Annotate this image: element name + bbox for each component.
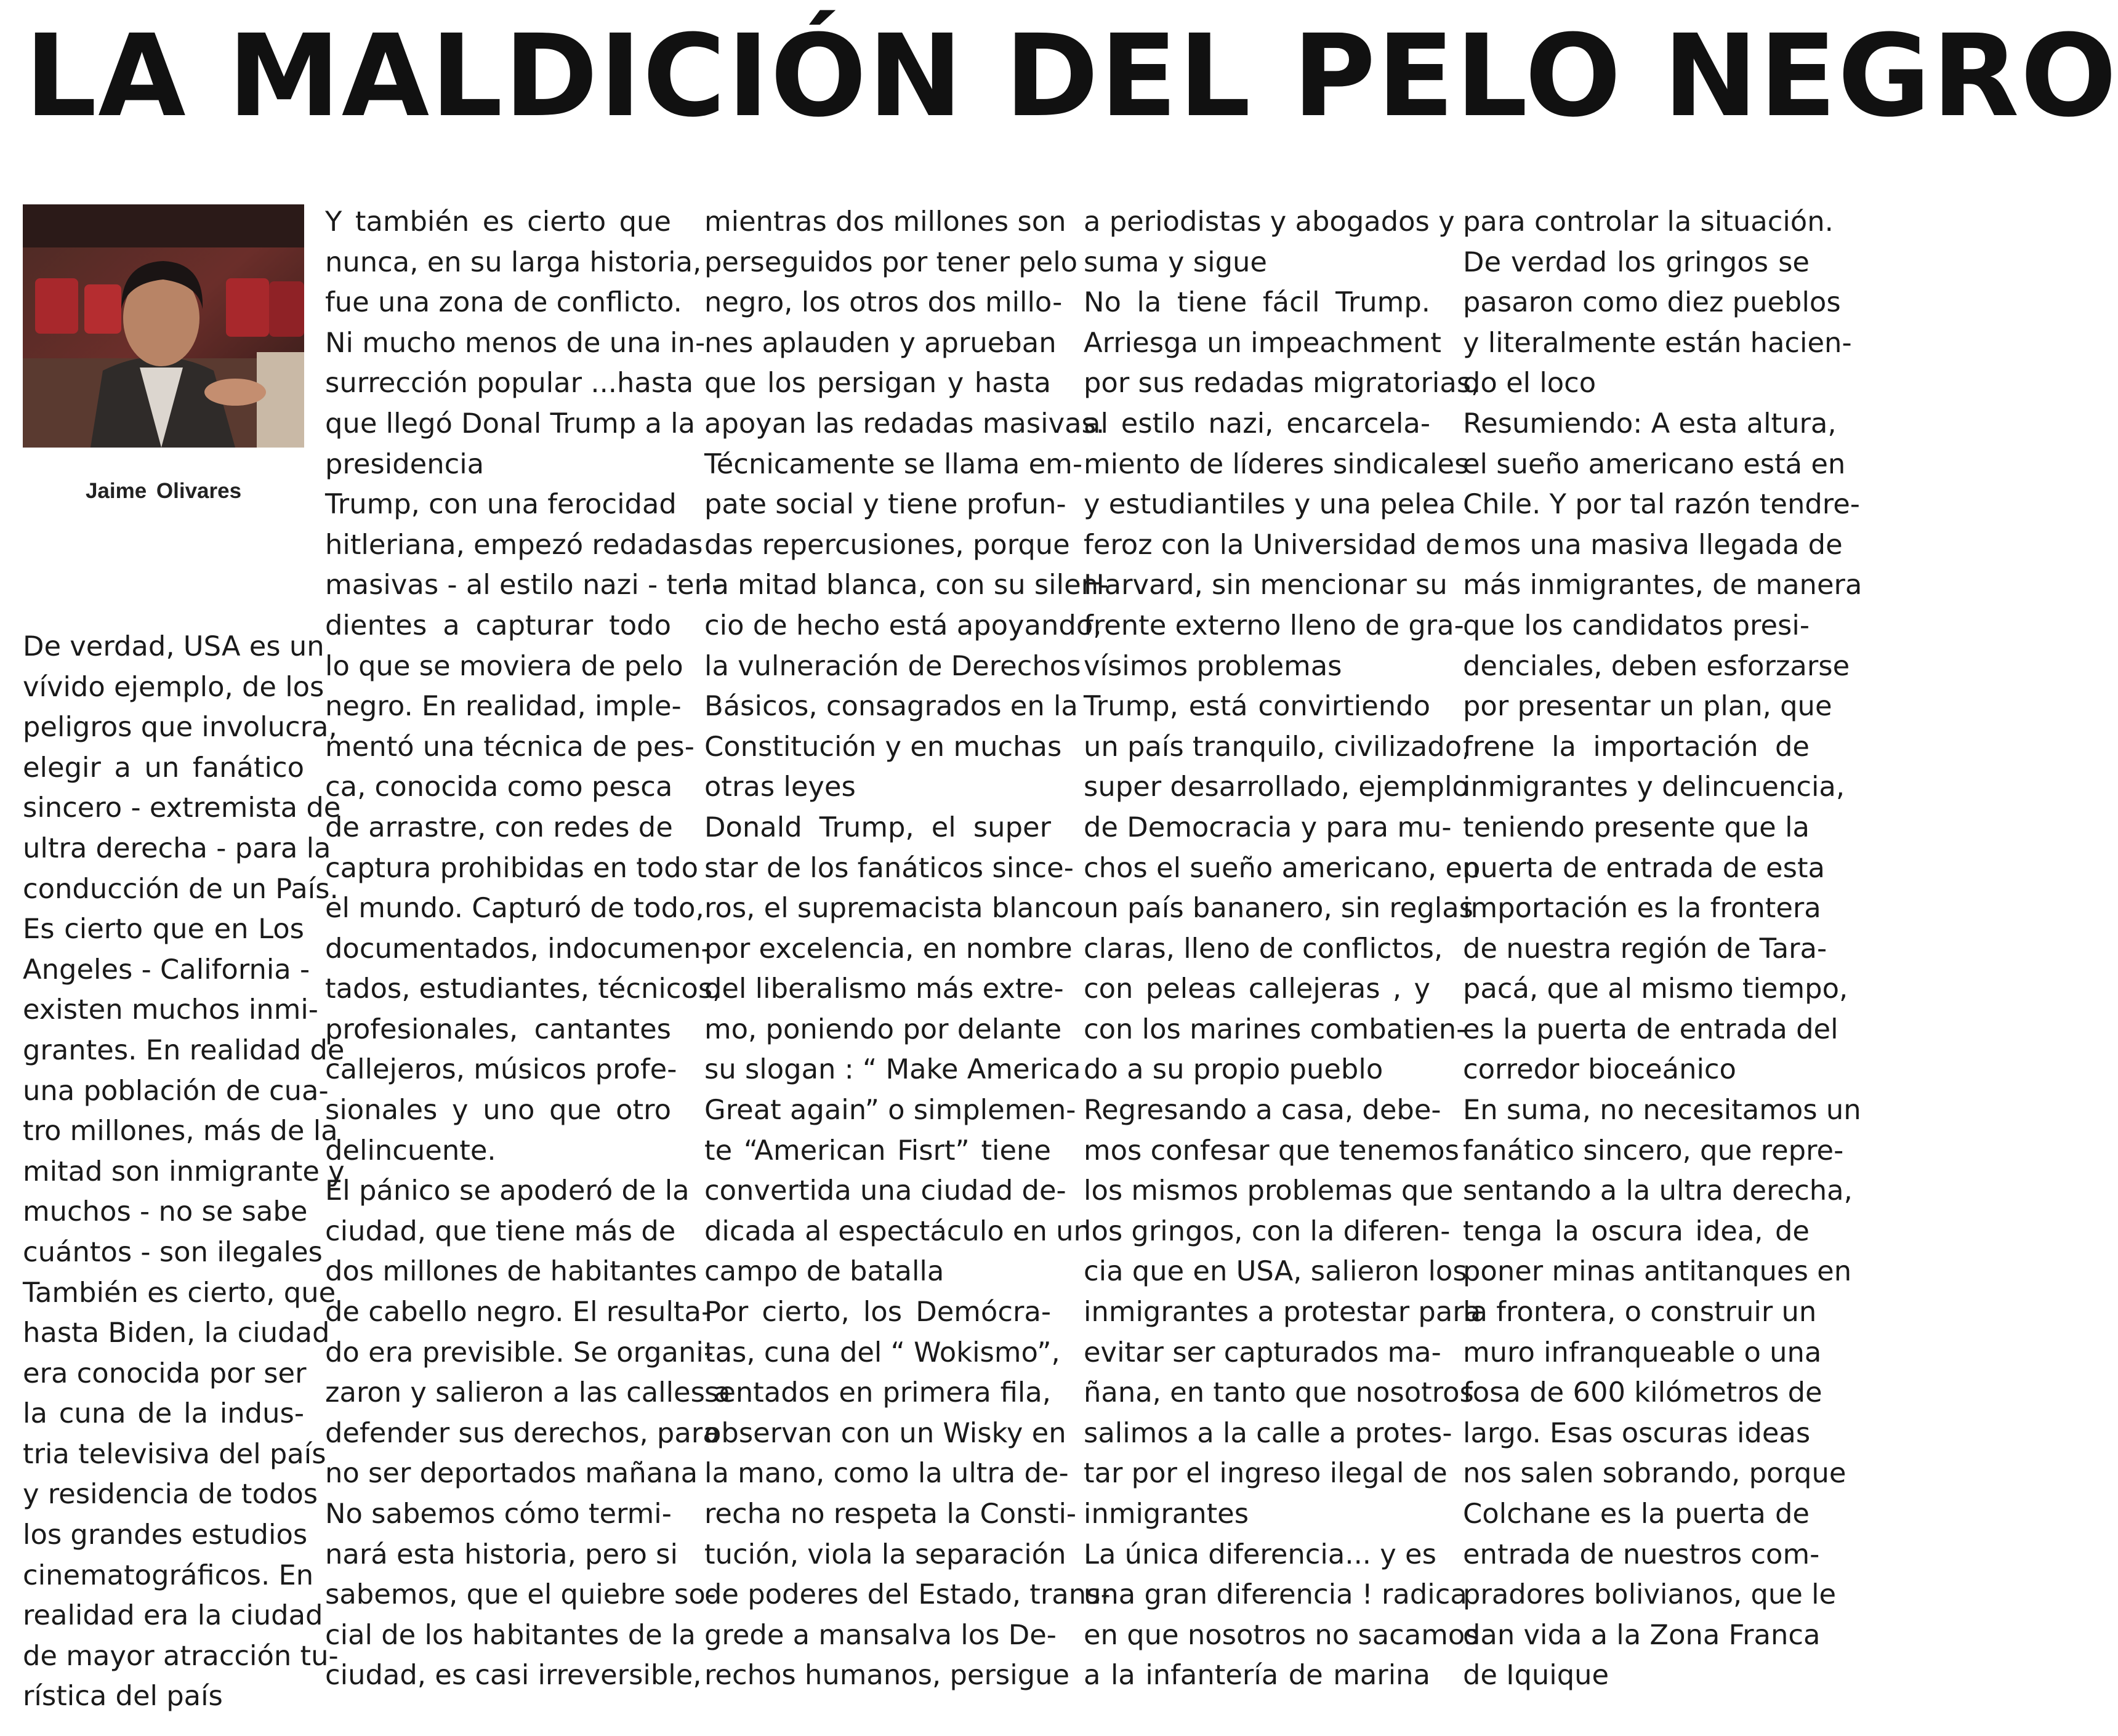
text-line: los gringos, con la diferen- xyxy=(1084,1214,1451,1247)
text-line: tenga la oscura idea, de xyxy=(1463,1214,1810,1247)
text-line: corredor bioceánico xyxy=(1463,1053,1736,1086)
text-line: peligros que involucra, xyxy=(23,710,337,744)
text-line: a periodistas y abogados y xyxy=(1084,205,1455,238)
text-line: surrección popular ...hasta xyxy=(325,366,694,400)
text-line: Great again” o simplemen- xyxy=(704,1093,1076,1127)
text-line: una gran diferencia ! radica xyxy=(1084,1578,1467,1611)
text-line: fanático sincero, que repre- xyxy=(1463,1133,1844,1167)
text-line: los grandes estudios xyxy=(23,1518,308,1551)
text-line: pasaron como diez pueblos xyxy=(1463,286,1841,319)
text-line: cia que en USA, salieron los xyxy=(1084,1255,1467,1288)
text-line: el mundo. Capturó de todo, xyxy=(325,891,704,925)
author-byline: Jaime Olivares xyxy=(85,479,242,503)
text-line: mientras dos millones son xyxy=(704,205,1066,238)
text-line: super desarrollado, ejemplo xyxy=(1084,770,1469,803)
text-line: do el loco xyxy=(1463,366,1597,400)
text-line: con los marines combatien- xyxy=(1084,1012,1467,1045)
text-line: poner minas antitanques en xyxy=(1463,1255,1852,1288)
text-line: los mismos problemas que xyxy=(1084,1174,1454,1207)
text-line: otras leyes xyxy=(704,770,856,803)
text-line: mentó una técnica de pes- xyxy=(325,729,695,763)
text-line: mos confesar que tenemos xyxy=(1084,1133,1459,1167)
text-line: grantes. En realidad de xyxy=(23,1033,345,1066)
text-line: nunca, en su larga historia, xyxy=(325,245,702,278)
text-line: nos salen sobrando, porque xyxy=(1463,1457,1846,1490)
text-line: de arrastre, con redes de xyxy=(325,810,673,843)
text-line: Colchane es la puerta de xyxy=(1463,1497,1810,1530)
text-line: vívido ejemplo, de los xyxy=(23,670,324,703)
text-line: También es cierto, que xyxy=(23,1276,336,1309)
text-line: suma y sigue xyxy=(1084,245,1267,278)
text-line: a la infantería de marina xyxy=(1084,1658,1430,1692)
text-line: fosa de 600 kilómetros de xyxy=(1463,1376,1822,1409)
text-line: nes aplauden y aprueban xyxy=(704,326,1057,359)
text-line: que los candidatos presi- xyxy=(1463,608,1810,641)
text-line: mo, poniendo por delante xyxy=(704,1012,1062,1045)
text-line: La única diferencia... y es xyxy=(1084,1537,1436,1570)
text-line: de mayor atracción tu- xyxy=(23,1639,339,1672)
text-line: profesionales, cantantes xyxy=(325,1012,671,1045)
text-line: miento de líderes sindicales xyxy=(1084,447,1469,480)
text-line: claras, lleno de conflictos, xyxy=(1084,931,1443,965)
text-line: una población de cua- xyxy=(23,1074,329,1107)
text-line: apoyan las redadas masivas. xyxy=(704,406,1105,440)
text-line: muro infranqueable o una xyxy=(1463,1335,1822,1368)
text-line: tria televisiva del país xyxy=(23,1437,326,1470)
text-line: muchos - no se sabe xyxy=(23,1195,308,1228)
text-line: rística del país xyxy=(23,1679,223,1713)
text-line: Regresando a casa, debe- xyxy=(1084,1093,1441,1127)
text-line: con peleas callejeras , y xyxy=(1084,972,1430,1005)
text-line: su slogan : “ Make America xyxy=(704,1053,1081,1086)
text-line: de nuestra región de Tara- xyxy=(1463,931,1827,965)
text-line: Angeles - California - xyxy=(23,952,310,986)
text-line: tados, estudiantes, técnicos, xyxy=(325,972,722,1005)
text-line: ciudad, que tiene más de xyxy=(325,1214,676,1247)
text-line: mitad son inmigrante y xyxy=(23,1154,345,1187)
text-line: un país bananero, sin reglas xyxy=(1084,891,1474,925)
text-line: de Iquique xyxy=(1463,1658,1609,1692)
text-line: delincuente. xyxy=(325,1133,496,1167)
text-line: dicada al espectáculo en un xyxy=(704,1214,1091,1247)
text-line: vísimos problemas xyxy=(1084,649,1342,682)
text-line: denciales, deben esforzarse xyxy=(1463,649,1850,682)
text-line: del liberalismo más extre- xyxy=(704,972,1064,1005)
text-line: De verdad los gringos se xyxy=(1463,245,1810,278)
text-line: ñana, en tanto que nosotros xyxy=(1084,1376,1474,1409)
text-line: negro. En realidad, imple- xyxy=(325,689,682,723)
article-column-3 xyxy=(704,201,1111,1695)
text-line: masivas - al estilo nazi - ten- xyxy=(325,568,722,601)
text-line: convertida una ciudad de- xyxy=(704,1174,1066,1207)
text-line: perseguidos por tener pelo xyxy=(704,245,1078,278)
text-line: Ni mucho menos de una in- xyxy=(325,326,706,359)
text-line: No sabemos cómo termi- xyxy=(325,1497,672,1530)
text-line: nará esta historia, pero si xyxy=(325,1537,678,1570)
text-line: es la puerta de entrada del xyxy=(1463,1012,1838,1045)
text-line: Trump, con una ferocidad xyxy=(325,488,677,521)
text-line: inmigrantes a protestar para xyxy=(1084,1295,1481,1328)
author-photo-image xyxy=(23,204,304,448)
text-line: Técnicamente se llama em- xyxy=(704,447,1082,480)
text-line: grede a mansalva los De- xyxy=(704,1618,1057,1651)
text-line: Resumiendo: A esta altura, xyxy=(1463,406,1837,440)
text-line: Arriesga un impeachment xyxy=(1084,326,1441,359)
text-line: lo que se moviera de pelo xyxy=(325,649,683,682)
text-line: salimos a la calle a protes- xyxy=(1084,1416,1452,1449)
text-line: puerta de entrada de esta xyxy=(1463,851,1825,884)
text-line: tro millones, más de la xyxy=(23,1114,338,1147)
text-line: feroz con la Universidad de xyxy=(1084,528,1460,561)
text-line: al estilo nazi, encarcela- xyxy=(1084,406,1430,440)
text-line: das repercusiones, porque xyxy=(704,528,1070,561)
text-line: cial de los habitantes de la xyxy=(325,1618,696,1651)
text-line: la cuna de la indus- xyxy=(23,1397,304,1430)
text-line: de cabello negro. El resulta- xyxy=(325,1295,712,1328)
text-line: pate social y tiene profun- xyxy=(704,488,1066,521)
text-line: hitleriana, empezó redadas xyxy=(325,528,703,561)
text-line: El pánico se apoderó de la xyxy=(325,1174,690,1207)
text-line: sincero - extremista de xyxy=(23,791,341,824)
text-line: observan con un Wisky en xyxy=(704,1416,1066,1449)
text-line: defender sus derechos, para xyxy=(325,1416,720,1449)
text-line: y literalmente están hacien- xyxy=(1463,326,1852,359)
text-line: mos una masiva llegada de xyxy=(1463,528,1843,561)
text-line: Es cierto que en Los xyxy=(23,912,304,946)
text-line: do a su propio pueblo xyxy=(1084,1053,1383,1086)
text-line: no ser deportados mañana xyxy=(325,1457,698,1490)
text-line: Donald Trump, el super xyxy=(704,810,1051,843)
text-line: de Democracia y para mu- xyxy=(1084,810,1452,843)
text-line: sionales y uno que otro xyxy=(325,1093,671,1127)
text-line: zaron y salieron a las calles a xyxy=(325,1376,731,1409)
text-line: la mano, como la ultra de- xyxy=(704,1457,1069,1490)
text-line: en que nosotros no sacamos xyxy=(1084,1618,1480,1651)
text-line: y estudiantiles y una pelea xyxy=(1084,488,1456,521)
text-line: era conocida por ser xyxy=(23,1356,307,1389)
text-line: la frontera, o construir un xyxy=(1463,1295,1817,1328)
article-column-4 xyxy=(1084,201,1481,1695)
text-line: ultra derecha - para la xyxy=(23,831,331,864)
text-line: ros, el supremacista blanco xyxy=(704,891,1084,925)
text-line: No la tiene fácil Trump. xyxy=(1084,286,1430,319)
text-line: tución, viola la separación xyxy=(704,1537,1066,1570)
text-line: Trump, está convirtiendo xyxy=(1084,689,1430,723)
text-line: documentados, indocumen- xyxy=(325,931,711,965)
text-line: Constitución y en muchas xyxy=(704,729,1062,763)
text-line: te “American Fisrt” tiene xyxy=(704,1133,1051,1167)
text-line: tar por el ingreso ilegal de xyxy=(1084,1457,1448,1490)
text-line: entrada de nuestros com- xyxy=(1463,1537,1820,1570)
text-line: más inmigrantes, de manera xyxy=(1463,568,1862,601)
text-line: Por cierto, los Demócra- xyxy=(704,1295,1051,1328)
text-line: de poderes del Estado, trans- xyxy=(704,1578,1111,1611)
text-line: que los persigan y hasta xyxy=(704,366,1051,400)
text-line: dos millones de habitantes xyxy=(325,1255,698,1288)
text-line: pradores bolivianos, que le xyxy=(1463,1578,1837,1611)
text-line: sentando a la ultra derecha, xyxy=(1463,1174,1853,1207)
text-line: Chile. Y por tal razón tendre- xyxy=(1463,488,1860,521)
text-line: Harvard, sin mencionar su xyxy=(1084,568,1448,601)
article-column-2 xyxy=(325,201,731,1695)
text-line: chos el sueño americano, en xyxy=(1084,851,1480,884)
text-line: inmigrantes y delincuencia, xyxy=(1463,770,1845,803)
article-headline: LA MALDICIÓN DEL PELO NEGRO xyxy=(25,10,2118,142)
text-line: para controlar la situación. xyxy=(1463,205,1834,238)
text-line: un país tranquilo, civilizado, xyxy=(1084,729,1471,763)
text-line: cinematográficos. En xyxy=(23,1558,314,1591)
text-line: Y también es cierto que xyxy=(325,205,671,238)
text-line: por sus redadas migratorias, xyxy=(1084,366,1480,400)
text-line: recha no respeta la Consti- xyxy=(704,1497,1077,1530)
text-line: evitar ser capturados ma- xyxy=(1084,1335,1441,1368)
text-line: dan vida a la Zona Franca xyxy=(1463,1618,1821,1651)
text-line: negro, los otros dos millo- xyxy=(704,286,1063,319)
article-column-1 xyxy=(23,626,345,1716)
text-line: rechos humanos, persigue xyxy=(704,1658,1070,1692)
text-line: En suma, no necesitamos un xyxy=(1463,1093,1861,1127)
text-line: frene la importación de xyxy=(1463,729,1810,763)
text-line: frente externo lleno de gra- xyxy=(1084,608,1464,641)
text-line: hasta Biden, la ciudad xyxy=(23,1316,330,1349)
text-line: largo. Esas oscuras ideas xyxy=(1463,1416,1811,1449)
text-line: De verdad, USA es un xyxy=(23,630,324,662)
text-line: campo de batalla xyxy=(704,1255,944,1288)
text-line: teniendo presente que la xyxy=(1463,810,1810,843)
text-line: y residencia de todos xyxy=(23,1477,318,1511)
text-line: que llegó Donal Trump a la xyxy=(325,406,696,440)
author-photo xyxy=(23,204,304,448)
text-line: sabemos, que el quiebre so- xyxy=(325,1578,716,1611)
text-line: pacá, que al mismo tiempo, xyxy=(1463,972,1848,1005)
text-line: ciudad, es casi irreversible, xyxy=(325,1658,702,1692)
text-line: cio de hecho está apoyando, xyxy=(704,608,1102,641)
text-line: Básicos, consagrados en la xyxy=(704,689,1078,723)
text-line: la vulneración de Derechos xyxy=(704,649,1081,682)
text-line: callejeros, músicos profe- xyxy=(325,1053,677,1086)
text-line: fue una zona de conflicto. xyxy=(325,286,682,319)
text-line: cuántos - son ilegales xyxy=(23,1235,323,1268)
article-column-5 xyxy=(1463,201,1862,1695)
text-line: existen muchos inmi- xyxy=(23,993,318,1026)
text-line: realidad era la ciudad xyxy=(23,1599,323,1632)
text-line: do era previsible. Se organi- xyxy=(325,1335,714,1368)
text-line: por excelencia, en nombre xyxy=(704,931,1073,965)
text-line: dientes a capturar todo xyxy=(325,608,671,641)
text-line: presidencia xyxy=(325,447,485,480)
text-line: ca, conocida como pesca xyxy=(325,770,673,803)
text-line: el sueño americano está en xyxy=(1463,447,1846,480)
text-line: por presentar un plan, que xyxy=(1463,689,1832,723)
text-line: elegir a un fanático xyxy=(23,750,304,784)
text-line: star de los fanáticos since- xyxy=(704,851,1074,884)
text-line: importación es la frontera xyxy=(1463,891,1821,925)
text-line: captura prohibidas en todo xyxy=(325,851,699,884)
text-line: sentados en primera fila, xyxy=(704,1376,1051,1409)
text-line: la mitad blanca, con su silen- xyxy=(704,568,1109,601)
text-line: inmigrantes xyxy=(1084,1497,1249,1530)
text-line: conducción de un País. xyxy=(23,872,339,905)
text-line: tas, cuna del “ Wokismo”, xyxy=(704,1335,1060,1368)
